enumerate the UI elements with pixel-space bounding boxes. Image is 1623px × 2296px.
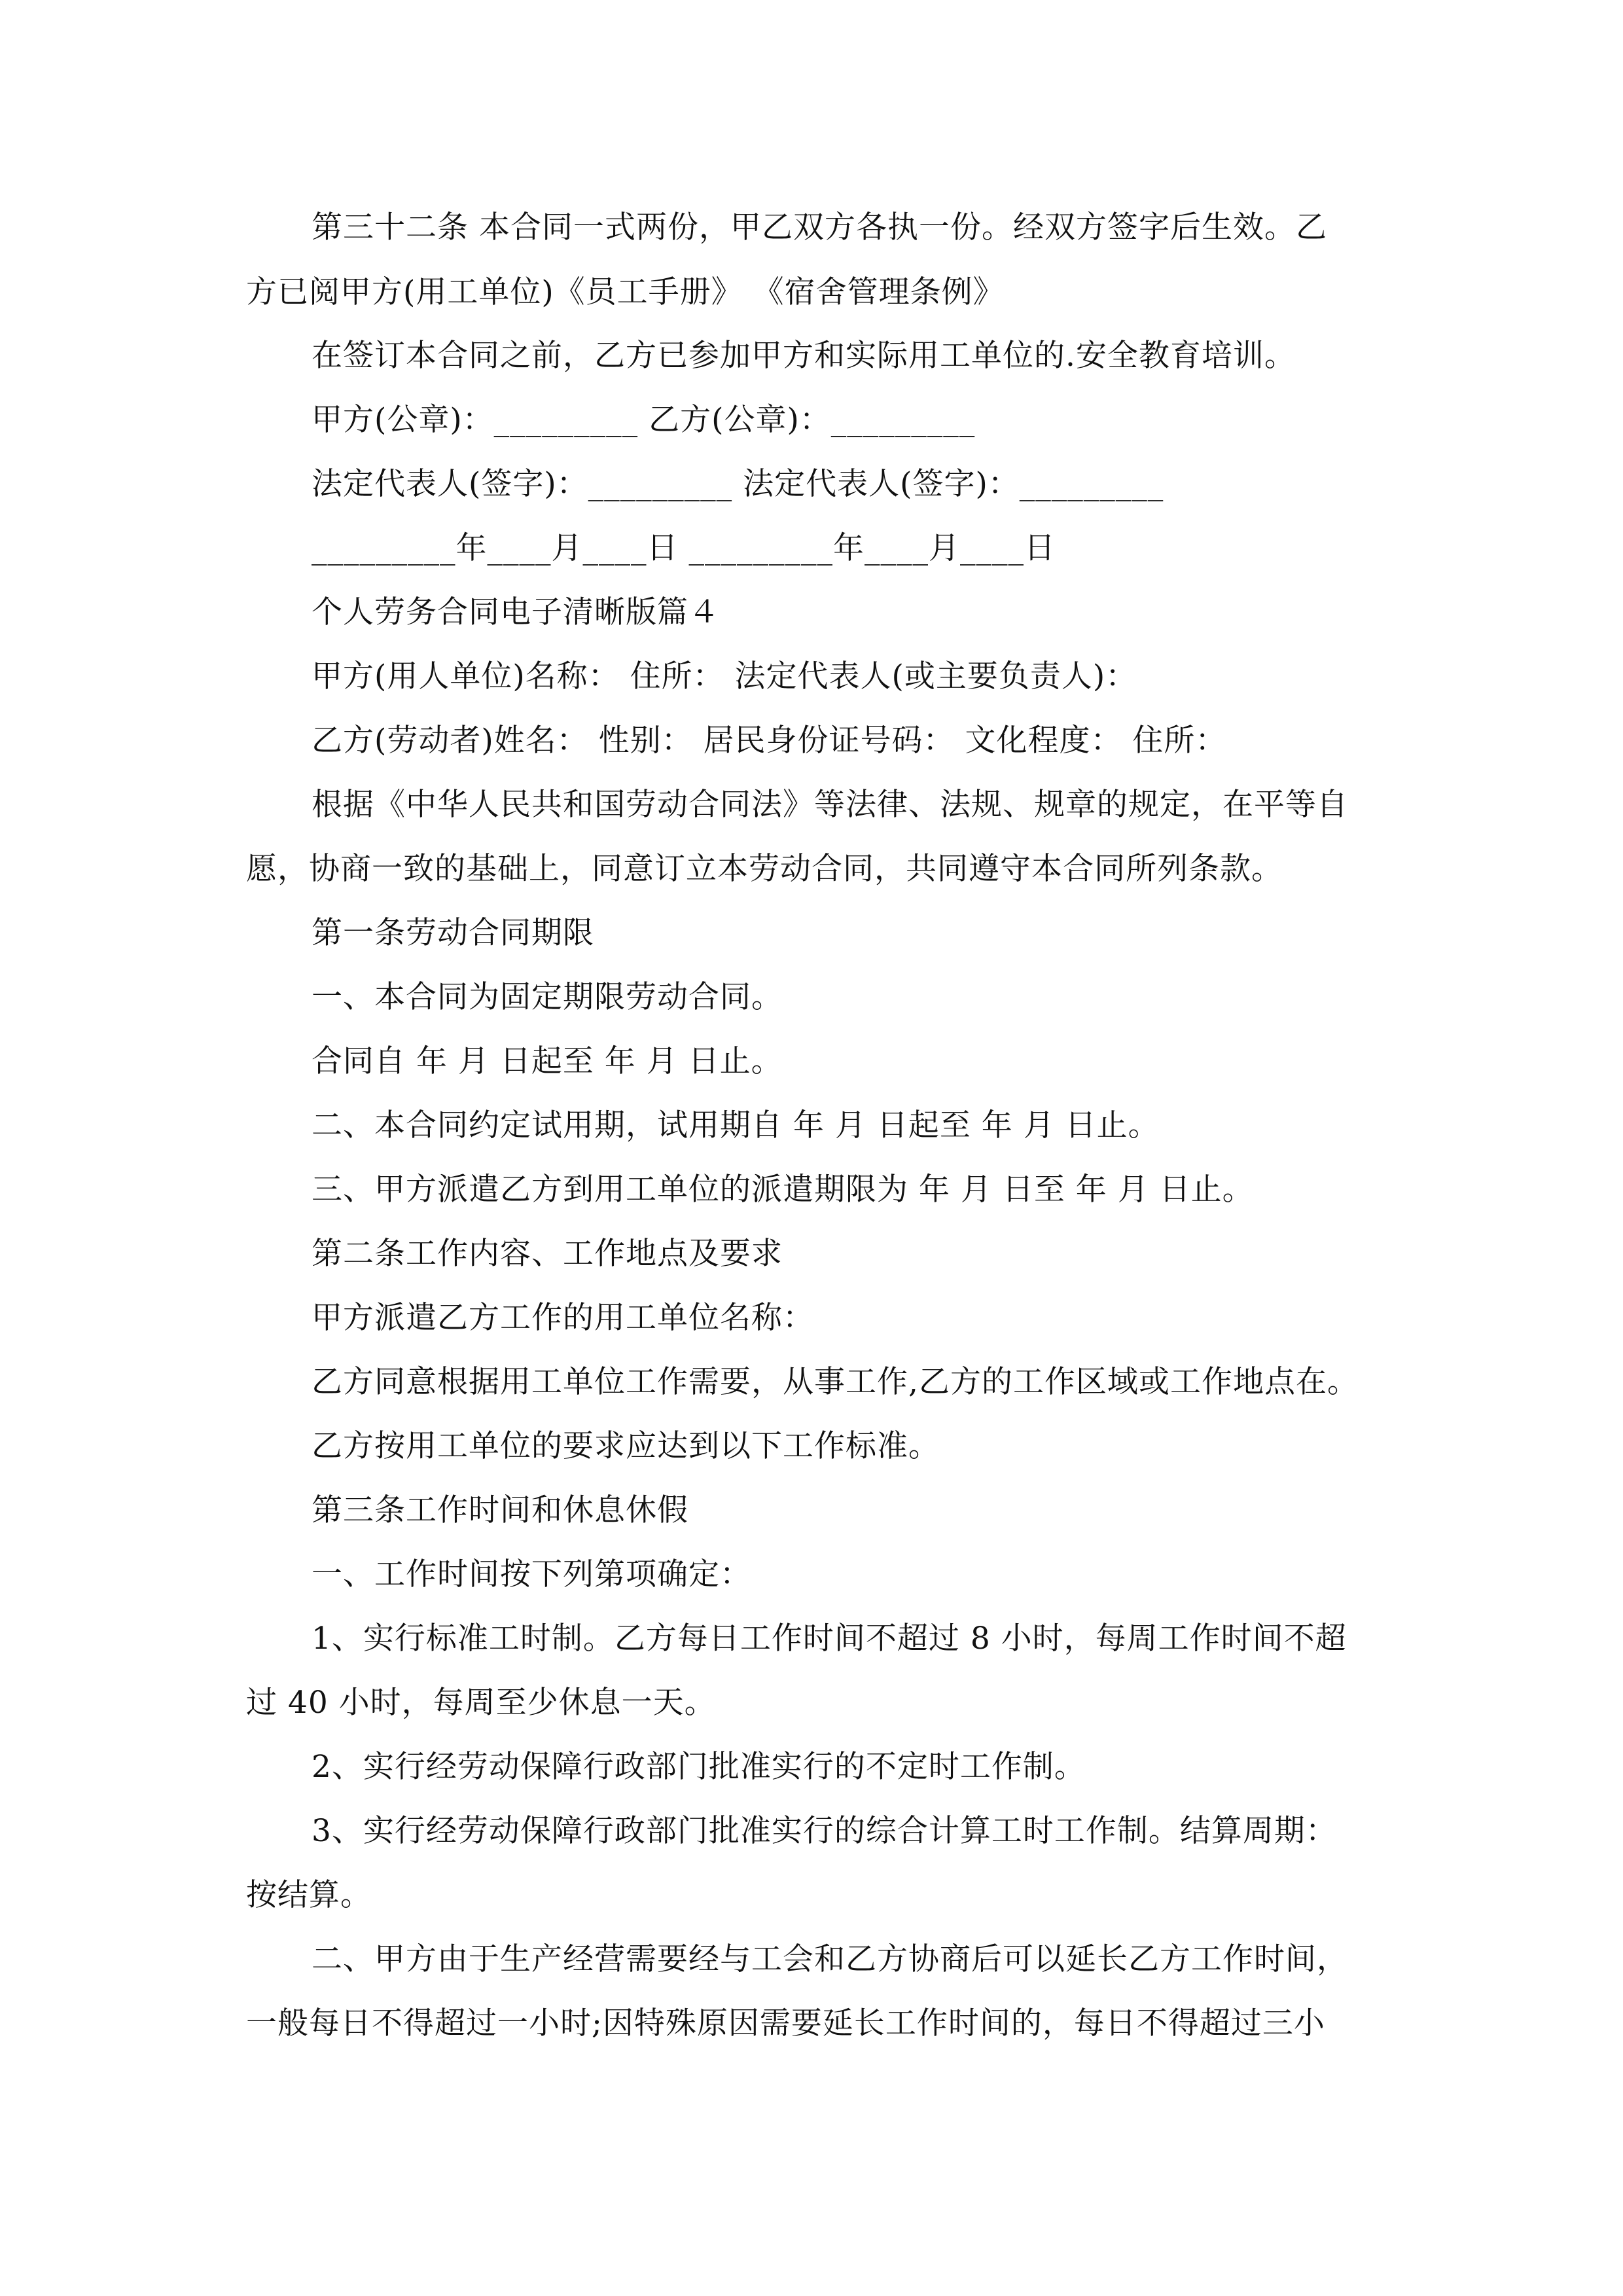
text-line: 甲方(用人单位)名称： 住所： 法定代表人(或主要负责人)：	[312, 658, 1137, 694]
text-line: 一般每日不得超过一小时;因特殊原因需要延长工作时间的，每日不得超过三小	[246, 2005, 1325, 2041]
signature-line: 法定代表人(签字)：_________ 法定代表人(签字)：_________	[312, 466, 1164, 502]
article-heading: 第二条工作内容、工作地点及要求	[312, 1236, 783, 1272]
text-line: 二、本合同约定试用期，试用期自 年 月 日起至 年 月 日止。	[312, 1107, 1160, 1143]
text-line: 第三十二条 本合同一式两份，甲乙双方各执一份。经双方签字后生效。乙	[312, 209, 1327, 245]
signature-line: 甲方(公章)：_________ 乙方(公章)：_________	[312, 402, 976, 438]
text-line: 甲方派遣乙方工作的用工单位名称：	[312, 1300, 814, 1336]
text-line: 合同自 年 月 日起至 年 月 日止。	[312, 1043, 783, 1079]
text-line: 一、工作时间按下列第项确定：	[312, 1556, 751, 1592]
text-line: 方已阅甲方(用工单位)《员工手册》 《宿舍管理条例》	[246, 274, 1005, 310]
text-line: 三、甲方派遣乙方到用工单位的派遣期限为 年 月 日至 年 月 日止。	[312, 1172, 1254, 1208]
text-line: 在签订本合同之前，乙方已参加甲方和实际用工单位的.安全教育培训。	[312, 338, 1296, 374]
text-line: 一、本合同为固定期限劳动合同。	[312, 979, 783, 1015]
text-line: 乙方(劳动者)姓名： 性别： 居民身份证号码： 文化程度： 住所：	[312, 723, 1227, 759]
text-line: 乙方同意根据用工单位工作需要，从事工作,乙方的工作区域或工作地点在。	[312, 1364, 1359, 1400]
text-line: 过 40 小时，每周至少休息一天。	[246, 1685, 716, 1721]
text-line: 根据《中华人民共和国劳动合同法》等法律、法规、规章的规定，在平等自	[312, 787, 1348, 823]
text-line: 3、实行经劳动保障行政部门批准实行的综合计算工时工作制。结算周期：	[312, 1813, 1337, 1849]
text-line: 二、甲方由于生产经营需要经与工会和乙方协商后可以延长乙方工作时间，	[312, 1941, 1348, 1977]
text-line: 1、实行标准工时制。乙方每日工作时间不超过 8 小时，每周工作时间不超	[312, 1621, 1347, 1657]
section-heading: 个人劳务合同电子清晰版篇４	[312, 594, 720, 630]
date-line: _________年____月____日 _________年____月____日	[312, 530, 1056, 566]
article-heading: 第三条工作时间和休息休假	[312, 1492, 688, 1528]
text-line: 乙方按用工单位的要求应达到以下工作标准。	[312, 1428, 940, 1464]
text-line: 按结算。	[246, 1877, 372, 1913]
text-line: 愿，协商一致的基础上，同意订立本劳动合同，共同遵守本合同所列条款。	[246, 851, 1283, 887]
article-heading: 第一条劳动合同期限	[312, 915, 594, 951]
text-line: 2、实行经劳动保障行政部门批准实行的不定时工作制。	[312, 1749, 1086, 1785]
